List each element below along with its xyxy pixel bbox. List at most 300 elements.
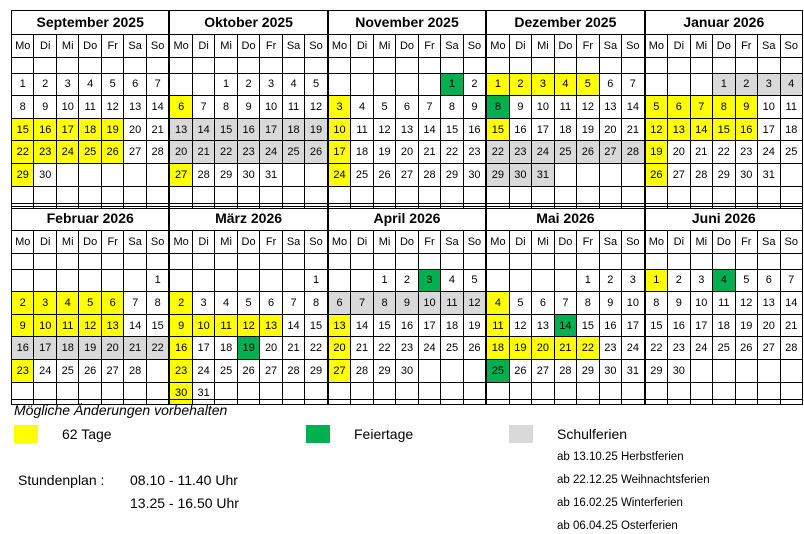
day-cell: 9 [12, 314, 34, 337]
empty-cell [463, 359, 485, 382]
empty-cell [645, 382, 667, 405]
day-cell: 21 [351, 337, 373, 360]
week-row [645, 141, 802, 164]
day-cell: 4 [79, 73, 101, 96]
empty-cell [192, 73, 214, 96]
weekday-header: Sa [441, 35, 463, 58]
empty-cell [101, 163, 123, 186]
day-cell: 30 [396, 359, 418, 382]
day-cell: 15 [215, 118, 237, 141]
week-row [645, 118, 802, 141]
week-row [645, 269, 802, 292]
day-cell: 5 [305, 73, 327, 96]
weekday-header: So [305, 231, 327, 254]
day-cell: 24 [690, 337, 712, 360]
empty-cell [373, 73, 395, 96]
week-row [170, 337, 327, 360]
day-cell: 22 [12, 141, 34, 164]
vacation-easter: ab 06.04.25 Osterferien [557, 520, 678, 532]
spacer-cell [622, 253, 644, 269]
day-cell: 7 [192, 96, 214, 119]
week-row [487, 141, 644, 164]
day-cell: 13 [532, 314, 554, 337]
day-cell: 10 [260, 96, 282, 119]
spacer-cell [215, 253, 237, 269]
day-cell: 25 [487, 359, 509, 382]
day-cell: 23 [34, 141, 56, 164]
day-cell: 6 [124, 73, 146, 96]
day-cell: 9 [599, 292, 621, 315]
empty-cell [690, 359, 712, 382]
day-cell: 6 [260, 292, 282, 315]
day-cell: 17 [690, 314, 712, 337]
weekday-header: Mo [170, 231, 192, 254]
day-cell: 6 [101, 292, 123, 315]
empty-cell [79, 163, 101, 186]
weekday-header: Mi [690, 35, 712, 58]
day-cell: 27 [124, 141, 146, 164]
empty-cell [124, 163, 146, 186]
day-cell: 16 [735, 118, 757, 141]
weekday-header: Mi [215, 231, 237, 254]
day-cell: 4 [56, 292, 78, 315]
spacer-cell [622, 57, 644, 73]
day-cell: 11 [215, 314, 237, 337]
day-cell: 4 [780, 73, 802, 96]
day-cell: 29 [12, 163, 34, 186]
weekday-header: Mi [373, 231, 395, 254]
day-cell: 24 [56, 141, 78, 164]
week-row [12, 359, 169, 382]
day-cell: 2 [170, 292, 192, 315]
day-cell: 28 [418, 163, 440, 186]
day-cell: 30 [509, 163, 531, 186]
day-cell: 21 [282, 337, 304, 360]
month-8 [486, 206, 644, 405]
day-cell: 6 [396, 96, 418, 119]
day-cell: 14 [351, 314, 373, 337]
spacer-cell [668, 253, 690, 269]
spacer-cell [758, 57, 780, 73]
week-row [12, 141, 169, 164]
empty-cell [780, 382, 802, 405]
day-cell: 1 [12, 73, 34, 96]
day-cell: 25 [215, 359, 237, 382]
spacer-cell [735, 253, 757, 269]
spacer-cell [282, 253, 304, 269]
spacer-cell [101, 253, 123, 269]
empty-cell [396, 73, 418, 96]
weekday-header: Di [192, 35, 214, 58]
weekday-header: Do [713, 35, 735, 58]
weekday-header: Mo [645, 35, 667, 58]
day-cell: 8 [373, 292, 395, 315]
day-cell: 12 [79, 314, 101, 337]
day-cell: 20 [532, 337, 554, 360]
day-cell: 17 [418, 314, 440, 337]
empty-cell [34, 269, 56, 292]
spacer-cell [554, 253, 576, 269]
day-cell: 16 [12, 337, 34, 360]
day-cell: 15 [645, 314, 667, 337]
spacer-cell [192, 57, 214, 73]
month-title: Juni 2026 [691, 210, 756, 226]
spacer-cell [328, 57, 350, 73]
day-cell: 31 [532, 163, 554, 186]
empty-cell [487, 269, 509, 292]
day-cell: 22 [215, 141, 237, 164]
empty-cell [418, 73, 440, 96]
weekday-header: Di [34, 231, 56, 254]
weekday-header: So [463, 231, 485, 254]
day-cell: 10 [56, 96, 78, 119]
empty-cell [509, 382, 531, 405]
week-row [645, 73, 802, 96]
empty-cell [690, 382, 712, 405]
weekday-header: Sa [124, 231, 146, 254]
day-cell: 23 [396, 337, 418, 360]
spacer-cell [192, 253, 214, 269]
day-cell: 4 [215, 292, 237, 315]
spacer-cell [418, 57, 440, 73]
legend-swatch-vacation [509, 425, 533, 443]
week-row [170, 163, 327, 186]
day-cell: 12 [101, 96, 123, 119]
empty-cell [758, 382, 780, 405]
day-cell: 1 [146, 269, 168, 292]
day-cell: 7 [124, 292, 146, 315]
month-1 [169, 10, 327, 209]
empty-cell [192, 269, 214, 292]
weekday-header: Di [668, 231, 690, 254]
day-cell: 18 [713, 314, 735, 337]
weekday-header: Fr [577, 35, 599, 58]
day-cell: 13 [124, 96, 146, 119]
day-cell: 25 [351, 163, 373, 186]
week-row [487, 73, 644, 96]
day-cell: 11 [351, 118, 373, 141]
weekday-header: Mo [487, 231, 509, 254]
empty-cell [441, 359, 463, 382]
weekday-header: Do [237, 231, 259, 254]
day-cell: 14 [418, 118, 440, 141]
day-cell: 18 [79, 118, 101, 141]
spacer-cell [373, 57, 395, 73]
day-cell: 29 [305, 359, 327, 382]
day-cell: 16 [237, 118, 259, 141]
week-row [328, 359, 485, 382]
weekday-header: Fr [101, 35, 123, 58]
day-cell: 15 [373, 314, 395, 337]
day-cell: 8 [713, 96, 735, 119]
spacer-cell [645, 57, 667, 73]
spacer-cell [79, 253, 101, 269]
day-cell: 9 [463, 96, 485, 119]
empty-cell [396, 382, 418, 405]
day-cell: 4 [282, 73, 304, 96]
spacer-cell [351, 57, 373, 73]
day-cell: 23 [735, 141, 757, 164]
week-row [328, 292, 485, 315]
day-cell: 27 [599, 141, 621, 164]
month-title: November 2025 [355, 14, 459, 30]
month-title: September 2025 [36, 14, 144, 30]
spacer-cell [373, 253, 395, 269]
day-cell: 22 [645, 337, 667, 360]
day-cell: 9 [735, 96, 757, 119]
week-row [487, 118, 644, 141]
spacer-cell [509, 57, 531, 73]
day-cell: 19 [79, 337, 101, 360]
spacer-cell [487, 57, 509, 73]
day-cell: 18 [780, 118, 802, 141]
day-cell: 11 [56, 314, 78, 337]
day-cell: 13 [396, 118, 418, 141]
weekday-header: Di [351, 35, 373, 58]
weekday-header: Sa [599, 231, 621, 254]
weekday-header: Fr [418, 231, 440, 254]
day-cell: 19 [237, 337, 259, 360]
day-cell: 18 [351, 141, 373, 164]
day-cell: 9 [396, 292, 418, 315]
day-cell: 24 [192, 359, 214, 382]
day-cell: 5 [79, 292, 101, 315]
spacer-cell [599, 253, 621, 269]
weekday-header: Fr [735, 35, 757, 58]
day-cell: 29 [713, 163, 735, 186]
day-cell: 3 [260, 73, 282, 96]
spacer-cell [554, 57, 576, 73]
empty-cell [645, 73, 667, 96]
spacer-cell [260, 253, 282, 269]
spacer-cell [282, 57, 304, 73]
day-cell: 28 [780, 337, 802, 360]
empty-cell [237, 382, 259, 405]
day-cell: 14 [146, 96, 168, 119]
day-cell: 13 [668, 118, 690, 141]
weekday-header: Mo [645, 231, 667, 254]
weekday-header: Sa [282, 231, 304, 254]
day-cell: 19 [735, 314, 757, 337]
day-cell: 17 [260, 118, 282, 141]
week-row [170, 141, 327, 164]
empty-cell [780, 163, 802, 186]
day-cell: 24 [418, 337, 440, 360]
day-cell: 12 [463, 292, 485, 315]
day-cell: 18 [441, 314, 463, 337]
day-cell: 12 [645, 118, 667, 141]
day-cell: 7 [690, 96, 712, 119]
week-row [487, 337, 644, 360]
empty-cell [554, 269, 576, 292]
weekday-header: Mi [532, 35, 554, 58]
spacer-cell [509, 253, 531, 269]
spacer-cell [780, 57, 802, 73]
day-cell: 26 [79, 359, 101, 382]
month-7 [328, 206, 486, 405]
day-cell: 30 [34, 163, 56, 186]
day-cell: 2 [237, 73, 259, 96]
day-cell: 27 [396, 163, 418, 186]
month-grid [169, 230, 327, 405]
day-cell: 23 [509, 141, 531, 164]
day-cell: 13 [599, 96, 621, 119]
week-row [645, 163, 802, 186]
day-cell: 14 [622, 96, 644, 119]
empty-cell [599, 382, 621, 405]
month-grid [328, 34, 486, 209]
day-cell: 12 [735, 292, 757, 315]
day-cell: 15 [441, 118, 463, 141]
week-row [328, 163, 485, 186]
empty-cell [373, 382, 395, 405]
empty-cell [577, 163, 599, 186]
day-cell: 3 [56, 73, 78, 96]
weekday-header: Do [79, 231, 101, 254]
day-cell: 21 [554, 337, 576, 360]
day-cell: 25 [780, 141, 802, 164]
empty-cell [351, 269, 373, 292]
day-cell: 21 [690, 141, 712, 164]
day-cell: 12 [305, 96, 327, 119]
day-cell: 5 [577, 73, 599, 96]
empty-cell [554, 382, 576, 405]
spacer-cell [146, 57, 168, 73]
day-cell: 15 [12, 118, 34, 141]
day-cell: 12 [237, 314, 259, 337]
day-cell: 3 [758, 73, 780, 96]
empty-cell [351, 382, 373, 405]
day-cell: 1 [215, 73, 237, 96]
day-cell: 10 [758, 96, 780, 119]
day-cell: 22 [305, 337, 327, 360]
spacer-cell [713, 57, 735, 73]
day-cell: 19 [463, 314, 485, 337]
weekday-header: Sa [124, 35, 146, 58]
day-cell: 24 [328, 163, 350, 186]
month-grid [11, 230, 169, 405]
day-cell: 8 [305, 292, 327, 315]
empty-cell [418, 382, 440, 405]
day-cell: 6 [532, 292, 554, 315]
school-year-calendar [11, 10, 803, 400]
weekday-header: So [780, 35, 802, 58]
day-cell: 5 [645, 96, 667, 119]
weekday-header: So [622, 231, 644, 254]
spacer-cell [56, 57, 78, 73]
day-cell: 26 [735, 337, 757, 360]
weekday-header: Do [237, 35, 259, 58]
month-2 [328, 10, 486, 209]
empty-cell [282, 382, 304, 405]
day-cell: 25 [441, 337, 463, 360]
empty-cell [463, 382, 485, 405]
weekday-header: Di [509, 35, 531, 58]
vacation-autumn: ab 13.10.25 Herbstferien [557, 451, 684, 463]
week-row [645, 96, 802, 119]
day-cell: 4 [351, 96, 373, 119]
day-cell: 25 [554, 141, 576, 164]
weekday-header: Fr [735, 231, 757, 254]
empty-cell [441, 382, 463, 405]
day-cell: 26 [237, 359, 259, 382]
empty-cell [509, 269, 531, 292]
day-cell: 23 [237, 141, 259, 164]
empty-cell [735, 382, 757, 405]
empty-cell [599, 163, 621, 186]
day-cell: 31 [260, 163, 282, 186]
empty-cell [282, 163, 304, 186]
day-cell: 29 [487, 163, 509, 186]
empty-cell [56, 269, 78, 292]
day-cell: 9 [170, 314, 192, 337]
day-cell: 28 [554, 359, 576, 382]
day-cell: 8 [12, 96, 34, 119]
day-cell: 18 [215, 337, 237, 360]
week-row [645, 314, 802, 337]
spacer-cell [34, 57, 56, 73]
day-cell: 21 [622, 118, 644, 141]
empty-cell [713, 359, 735, 382]
day-cell: 7 [554, 292, 576, 315]
day-cell: 1 [487, 73, 509, 96]
day-cell: 2 [34, 73, 56, 96]
day-cell: 2 [12, 292, 34, 315]
day-cell: 11 [713, 292, 735, 315]
week-row [12, 269, 169, 292]
month-title: März 2026 [215, 210, 283, 226]
spacer-cell [305, 57, 327, 73]
day-cell: 13 [101, 314, 123, 337]
day-cell: 7 [418, 96, 440, 119]
day-cell: 6 [599, 73, 621, 96]
day-cell: 23 [668, 337, 690, 360]
day-cell: 14 [554, 314, 576, 337]
day-cell: 1 [441, 73, 463, 96]
empty-cell [328, 382, 350, 405]
day-cell: 11 [441, 292, 463, 315]
day-cell: 27 [532, 359, 554, 382]
week-row [170, 314, 327, 337]
empty-cell [328, 73, 350, 96]
day-cell: 3 [328, 96, 350, 119]
disclaimer-note: Mögliche Änderungen vorbehalten [14, 402, 228, 418]
spacer-cell [170, 253, 192, 269]
day-cell: 1 [645, 269, 667, 292]
day-cell: 18 [554, 118, 576, 141]
week-row [328, 96, 485, 119]
vacation-winter: ab 16.02.25 Winterferien [557, 497, 683, 509]
day-cell: 8 [146, 292, 168, 315]
day-cell: 14 [192, 118, 214, 141]
day-cell: 26 [373, 163, 395, 186]
day-cell: 2 [668, 269, 690, 292]
day-cell: 14 [690, 118, 712, 141]
day-cell: 11 [554, 96, 576, 119]
weekday-header: Mi [690, 231, 712, 254]
day-cell: 16 [463, 118, 485, 141]
day-cell: 3 [418, 269, 440, 292]
day-cell: 23 [599, 337, 621, 360]
day-cell: 21 [146, 118, 168, 141]
day-cell: 6 [328, 292, 350, 315]
day-cell: 13 [328, 314, 350, 337]
day-cell: 16 [396, 314, 418, 337]
spacer-cell [396, 253, 418, 269]
week-row [170, 96, 327, 119]
day-cell: 8 [487, 96, 509, 119]
weekday-header: Fr [260, 231, 282, 254]
